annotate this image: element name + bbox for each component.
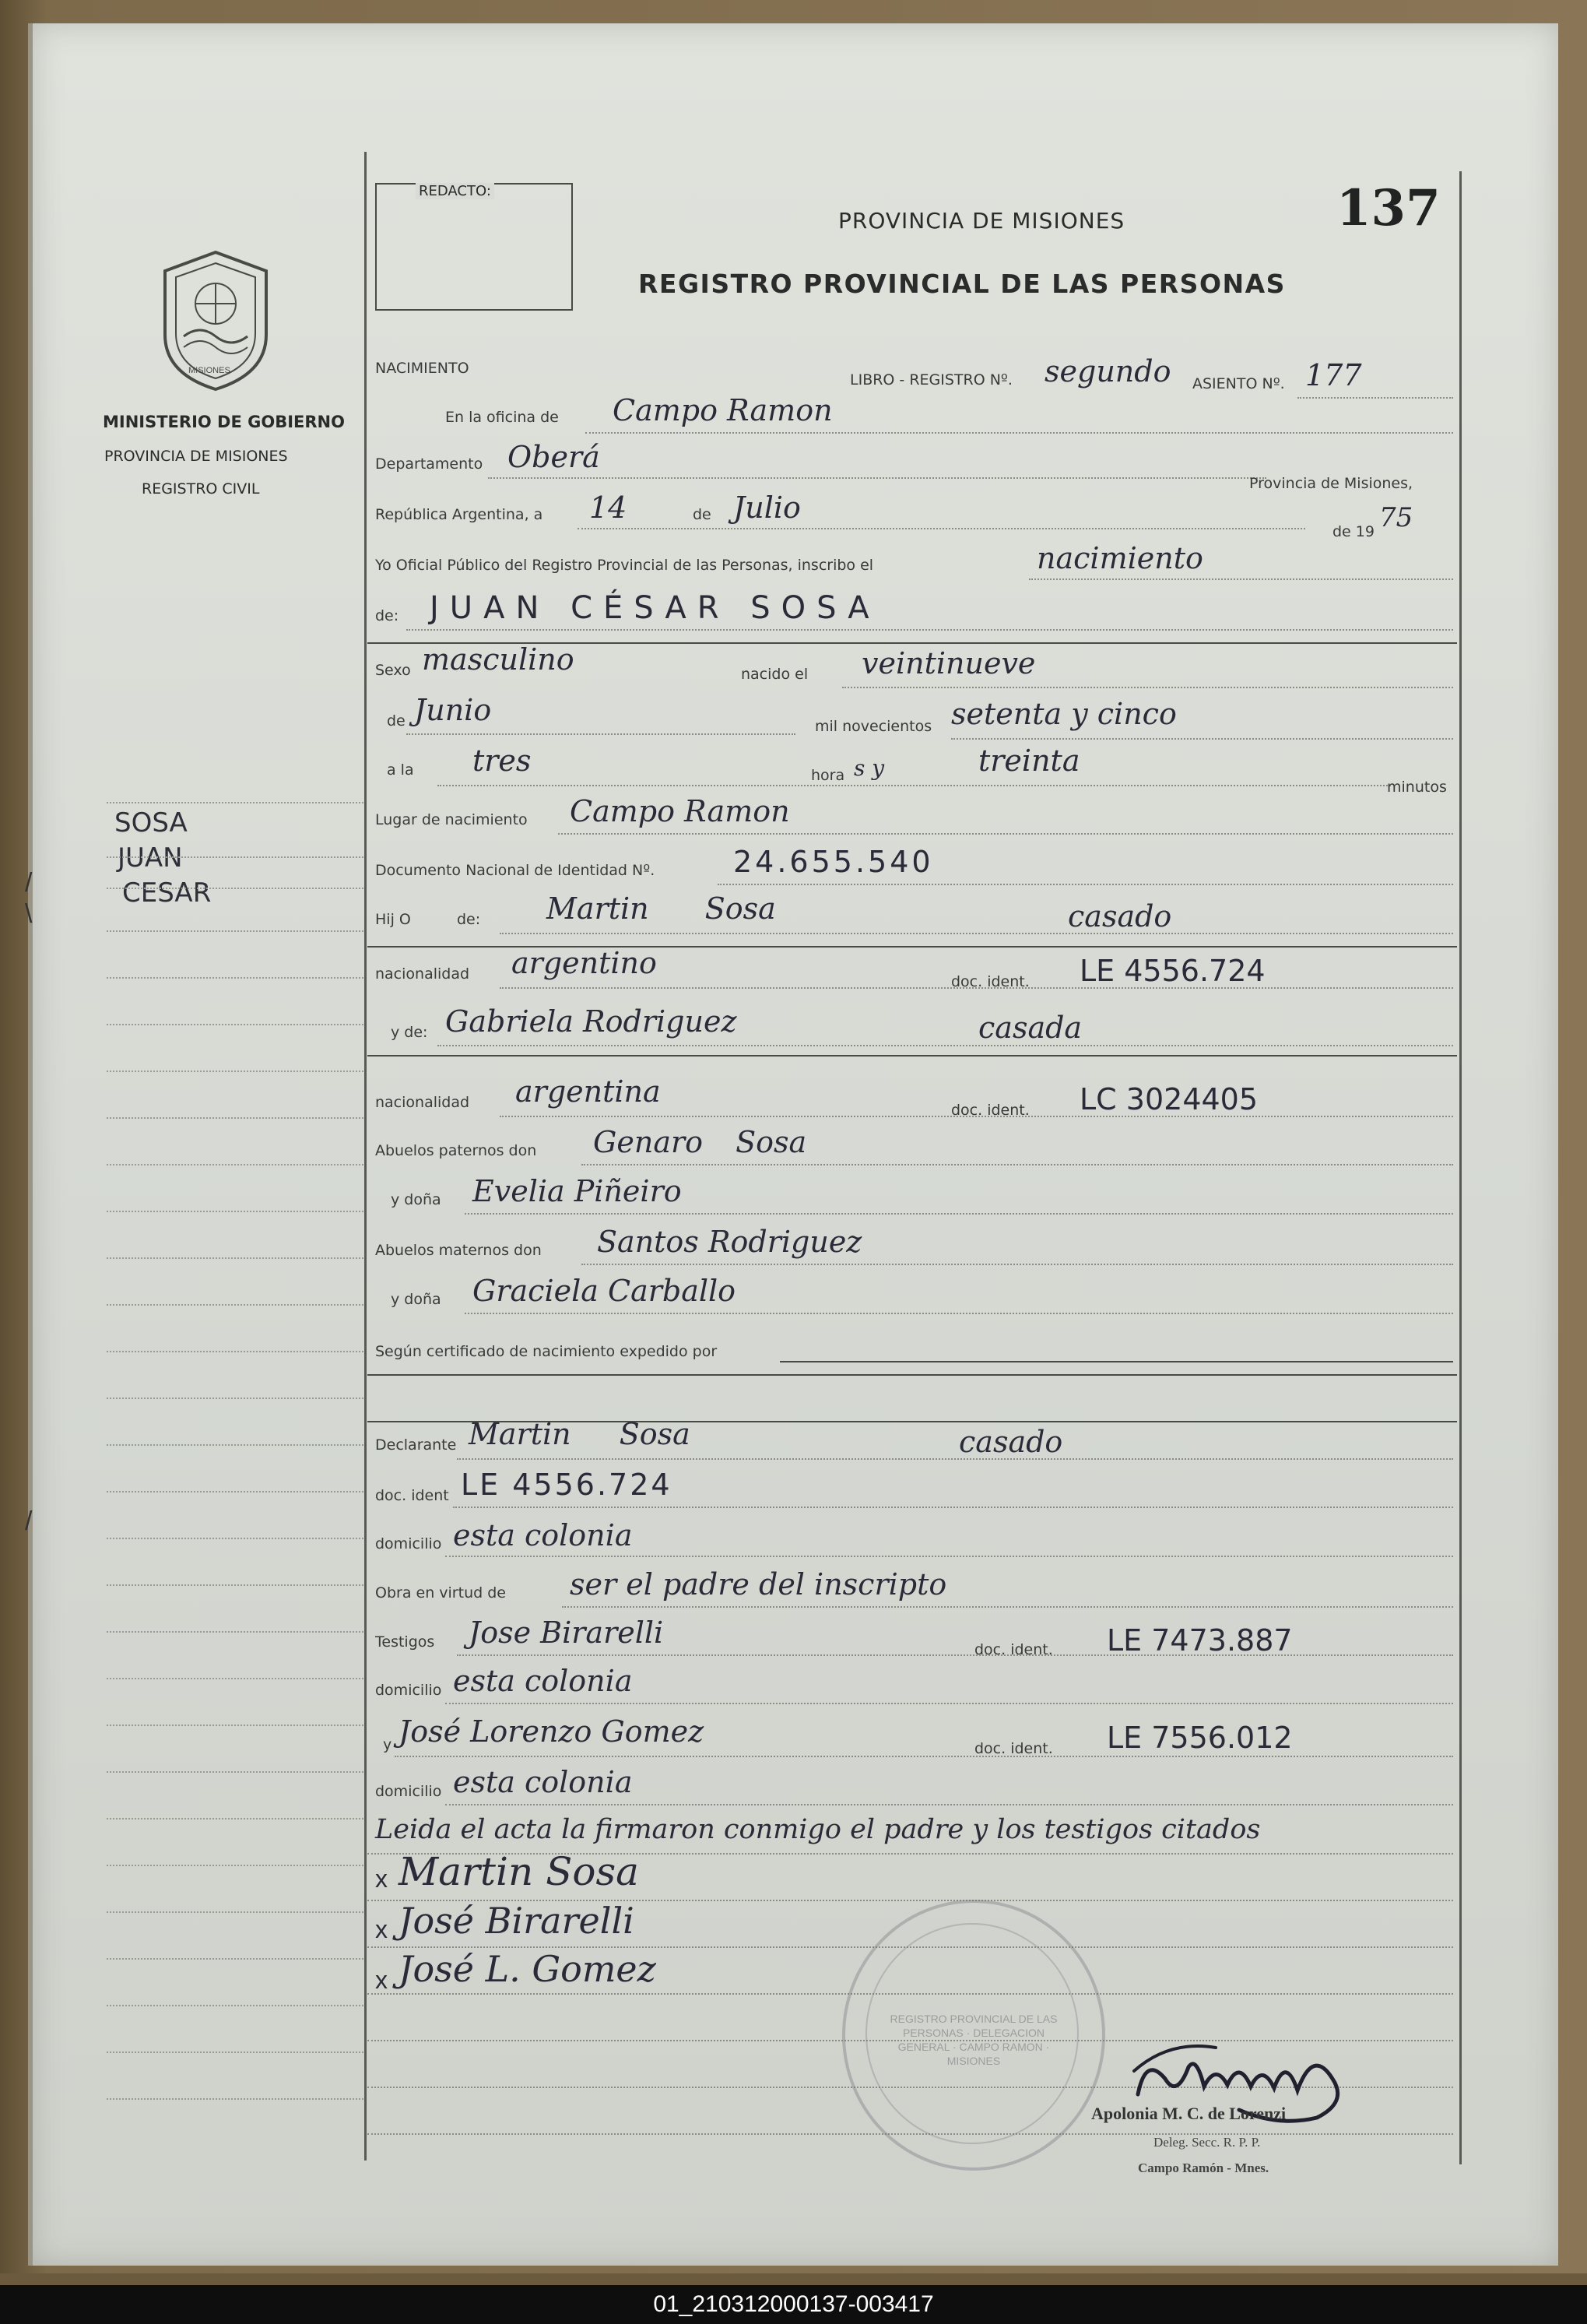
domicilio-label-2: domicilio: [375, 1682, 442, 1699]
ministry-province: PROVINCIA DE MISIONES: [104, 448, 288, 465]
hora-value: tres: [472, 744, 532, 778]
departamento-value: Oberá: [507, 440, 600, 474]
margin-note-firstname: JUAN: [118, 842, 183, 874]
margin-mark-1: /: [25, 868, 33, 898]
declarante-estado: casado: [959, 1425, 1063, 1459]
official-stamp-line2: Deleg. Secc. R. P. P.: [1153, 2135, 1261, 2150]
redacto-label: REDACTO:: [416, 183, 494, 199]
hora-label: hora: [811, 767, 845, 784]
signature-3: José L. Gomez: [399, 1948, 656, 1990]
padre-nac-value: argentino: [511, 946, 657, 980]
documento-label: Documento Nacional de Identidad Nº.: [375, 862, 655, 879]
round-stamp-text: REGISTRO PROVINCIAL DE LAS PERSONAS · DELEGACION GENERAL · CAMPO RAMON · MISIONES: [890, 2013, 1058, 2067]
mil-label: mil novecientos: [815, 718, 932, 735]
oficina-value: Campo Ramon: [613, 393, 833, 427]
madre-doc-value: LC 3024405: [1080, 1082, 1259, 1116]
abuela-pat-value: Evelia Piñeiro: [472, 1174, 682, 1208]
obra-label: Obra en virtud de: [375, 1584, 506, 1601]
nacido-label: nacido el: [741, 666, 809, 683]
sexo-label: Sexo: [375, 662, 411, 679]
de-mes-label: de: [387, 712, 406, 730]
abuelo-mat-value: Santos Rodriguez: [597, 1225, 862, 1259]
doc-ident-label: doc. ident: [375, 1487, 449, 1504]
signature-1: Martin Sosa: [399, 1849, 639, 1894]
province-heading: PROVINCIA DE MISIONES: [838, 208, 1125, 234]
record-type-label: NACIMIENTO: [375, 360, 469, 377]
official-stamp-line3: Campo Ramón - Mnes.: [1138, 2161, 1269, 2175]
left-frame-line: [364, 152, 367, 2161]
page-number: 137: [1336, 179, 1441, 237]
de-nombre-label: de:: [375, 607, 399, 624]
redacto-box: [375, 183, 573, 311]
madre-nac-value: argentina: [515, 1074, 661, 1109]
declarante-dom-value: esta colonia: [453, 1518, 633, 1552]
domicilio-label-1: domicilio: [375, 1535, 442, 1552]
doc-ident-label-2: doc. ident.: [951, 1102, 1030, 1119]
margin-note: [114, 806, 211, 911]
y-dona-label-2: y doña: [391, 1291, 441, 1308]
y-dona-label-1: y doña: [391, 1191, 441, 1208]
minutos-label: minutos: [1387, 779, 1447, 796]
nacido-value: veintinueve: [862, 646, 1036, 680]
oficina-label: En la oficina de: [445, 409, 559, 426]
padre-estado: casado: [1068, 899, 1172, 933]
asiento-value: 177: [1305, 358, 1362, 392]
register-page: [25, 23, 1558, 2266]
libro-label: LIBRO - REGISTRO Nº.: [850, 371, 1013, 389]
libro-value: segundo: [1045, 354, 1171, 389]
a-la-label: a la: [387, 761, 414, 779]
doc-ident-label-1: doc. ident.: [951, 973, 1030, 990]
registry-round-stamp: [842, 1900, 1105, 2171]
nac-label-1: nacionalidad: [375, 965, 470, 983]
padre-value: Martin Sosa: [546, 891, 776, 926]
madre-value: Gabriela Rodriguez: [445, 1004, 737, 1039]
nombre-value: JUAN CÉSAR SOSA: [430, 590, 880, 626]
margin-note-surname: SOSA: [114, 807, 188, 839]
declarante-label: Declarante: [375, 1436, 457, 1454]
abuelos-mat-label: Abuelos maternos don: [375, 1242, 542, 1259]
sexo-value: masculino: [422, 642, 574, 677]
lugar-value: Campo Ramon: [570, 794, 790, 828]
testigo1-value: Jose Birarelli: [469, 1616, 664, 1650]
nac-label-2: nacionalidad: [375, 1094, 470, 1111]
margin-note-middlename: CESAR: [122, 877, 212, 909]
signature-2: José Birarelli: [399, 1900, 634, 1942]
mil-value: setenta y cinco: [951, 697, 1177, 731]
oficial-label: Yo Oficial Público del Registro Provincial de las Personas, inscribo el: [375, 557, 874, 574]
registry-title: REGISTRO PROVINCIAL DE LAS PERSONAS: [638, 269, 1286, 299]
ministry-name: MINISTERIO DE GOBIERNO: [103, 413, 345, 431]
anio-value: 75: [1379, 502, 1413, 533]
official-stamp-name: Apolonia M. C. de Lorenzi: [1091, 2104, 1287, 2123]
asiento-label: ASIENTO Nº.: [1192, 375, 1285, 392]
lugar-label: Lugar de nacimiento: [375, 811, 528, 828]
de-label: de: [693, 506, 711, 523]
provincia-label: Provincia de Misiones,: [1249, 475, 1413, 492]
y-de-label: y de:: [391, 1024, 428, 1041]
signature-3-mark: x: [375, 1966, 388, 1994]
testigo2-dom-value: esta colonia: [453, 1765, 633, 1799]
testigos-label: Testigos: [375, 1633, 435, 1651]
republica-label: República Argentina, a: [375, 506, 543, 523]
departamento-label: Departamento: [375, 455, 483, 473]
closing-statement: Leida el acta la firmaron conmigo el padre y los testigos citados: [375, 1814, 1261, 1845]
nacido-mes-value: Junio: [414, 693, 492, 727]
testigo1-dom-value: esta colonia: [453, 1664, 633, 1698]
seal-caption: MISIONES: [188, 366, 230, 375]
minutos-value: treinta: [978, 744, 1080, 778]
certificado-label: Según certificado de nacimiento expedido por: [375, 1343, 718, 1360]
signature-1-mark: x: [375, 1865, 388, 1893]
ministry-office: REGISTRO CIVIL: [142, 480, 260, 497]
footer-image-id: 01_210312000137-003417: [653, 2291, 934, 2317]
documento-value: 24.655.540: [733, 845, 934, 879]
declarante-value: Martin Sosa: [469, 1417, 690, 1451]
mes-value: Julio: [733, 490, 801, 525]
hijo-de-label: de:: [457, 911, 481, 928]
abuelo-pat-value: Genaro Sosa: [593, 1125, 807, 1159]
obra-value: ser el padre del inscripto: [570, 1567, 947, 1601]
signature-2-mark: x: [375, 1915, 388, 1943]
declarante-doc-value: LE 4556.724: [461, 1468, 672, 1502]
doc-ident-label-t2: doc. ident.: [974, 1740, 1053, 1757]
abuelos-pat-label: Abuelos paternos don: [375, 1142, 537, 1159]
footer-bar: [0, 2285, 1587, 2324]
testigo1-doc-value: LE 7473.887: [1107, 1623, 1293, 1658]
hora-suffix: s y: [854, 755, 885, 781]
testigo2-value: José Lorenzo Gomez: [399, 1714, 704, 1749]
margin-mark-2: \: [25, 899, 33, 929]
domicilio-label-3: domicilio: [375, 1783, 442, 1800]
testigo2-doc-value: LE 7556.012: [1107, 1721, 1293, 1755]
right-frame-line: [1459, 171, 1462, 2164]
oficial-value: nacimiento: [1037, 541, 1203, 575]
margin-mark-3: /: [25, 1507, 33, 1536]
abuela-mat-value: Graciela Carballo: [472, 1274, 736, 1308]
madre-estado: casada: [978, 1011, 1083, 1045]
doc-ident-label-t1: doc. ident.: [974, 1641, 1053, 1658]
dia-value: 14: [589, 490, 627, 525]
hijo-label: Hij O: [375, 911, 411, 928]
y-label: y: [383, 1736, 392, 1753]
padre-doc-value: LE 4556.724: [1080, 954, 1266, 988]
anio-label: de 19: [1332, 523, 1375, 540]
